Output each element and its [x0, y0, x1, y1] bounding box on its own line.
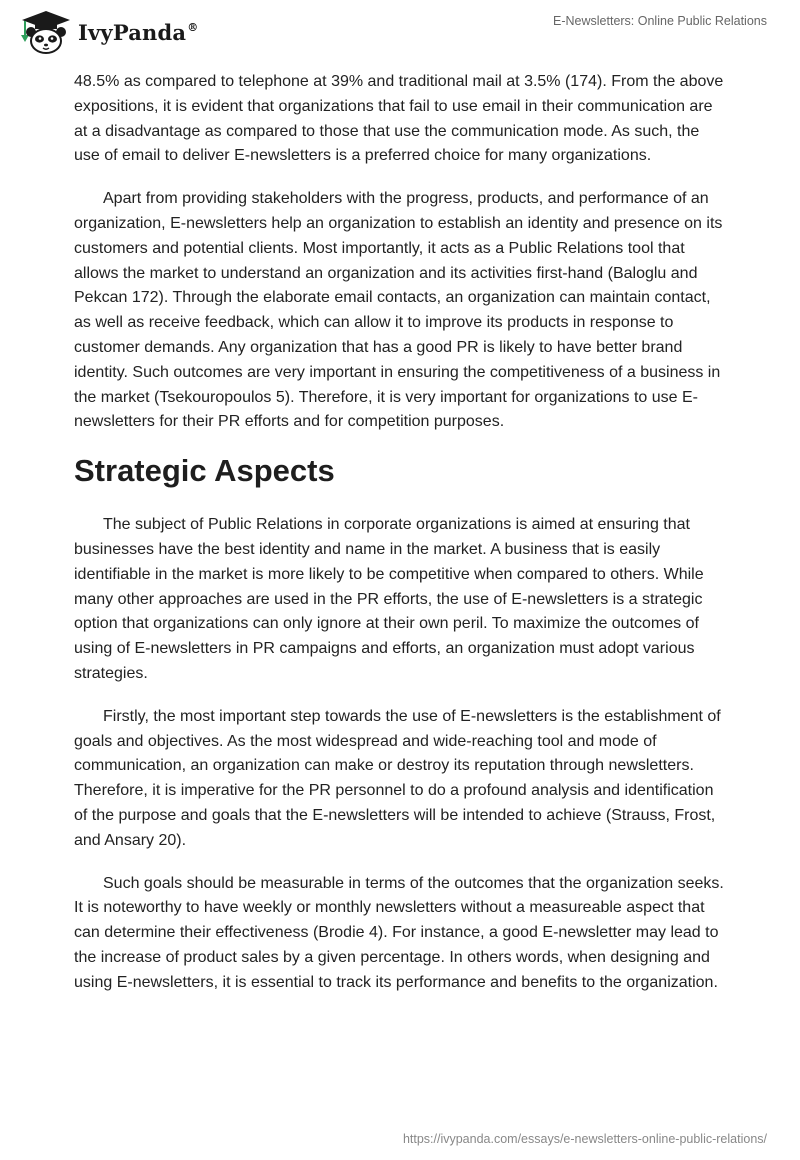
paragraph-2: Apart from providing stakeholders with the progress, products, and performance of an organization, E-newsletters help an organization to establish an identity and presence on its customers and potential clients. Most importantly, it acts as a Public Relations tool that allows the market to understand an organization and its activities first-hand (Baloglu and Pekcan 172). Through the elaborate email contacts, an organization can maintain contact, as well as receive feedback, which can allow it to improve its products in response to customer demands. Any organization that has a good PR is likely to have better brand identity. Such outcomes are very important in ensuring the competitiveness of a business in the market (Tsekouropoulos 5). Therefore, it is very important for organizations to use E-newsletters for their PR efforts and for competition purposes.	[74, 190, 723, 431]
paragraph-3: The subject of Public Relations in corporate organizations is aimed at ensuring that businesses have the best identity and name in the market. A business that is easily identifiable in the market is more likely to be competitive when compared to others. While many other approaches are used in the PR efforts, the use of E-newsletters is a strategic option that organizations can only ignore at their own peril. To maximize the outcomes of using of E-newsletters in PR campaigns and efforts, an organization must adopt various strategies.	[74, 516, 704, 682]
logo[interactable]	[16, 8, 198, 56]
panda-logo-icon	[16, 8, 72, 56]
section-heading: Strategic Aspects	[74, 453, 335, 489]
page-header	[0, 0, 800, 64]
brand-name: IvyPanda®	[78, 19, 199, 45]
document-title: E-Newsletters: Online Public Relations	[553, 14, 767, 28]
source-url-link[interactable]: https://ivypanda.com/essays/e-newsletters-online-public-relations/	[402, 1132, 767, 1146]
paragraph-4: Firstly, the most important step towards the use of E-newsletters is the establishment of goals and objectives. As the most widespread and wide-reaching tool and mode of communication, an organization can make or destroy its reputation through newsletters. Therefore, it is imperative for the PR personnel to do a profound analysis and identification of the purpose and goals that the E-newsletters will be intended to achieve (Strauss, Frost, and Ansary 20).	[74, 707, 721, 849]
essay-content	[74, 70, 726, 1014]
paragraph-1: 48.5% as compared to telephone at 39% and traditional mail at 3.5% (174). From the above expositions, it is evident that organizations that fail to use email in their communication are at a disadvantage as compared to those that use the communication mode. As such, the use of email to deliver E-newsletters is a preferred choice for many organizations.	[74, 73, 724, 165]
paragraph-5: Such goals should be measurable in terms of the outcomes that the organization seeks. It is noteworthy to have weekly or monthly newsletters without a measureable aspect that can determine their effectiveness (Brodie 4). For instance, a good E-newsletter may lead to the increase of product sales by a given percentage. In others words, when designing and using E-newsletters, it is essential to track its performance and benefits to the organization.	[74, 874, 724, 991]
